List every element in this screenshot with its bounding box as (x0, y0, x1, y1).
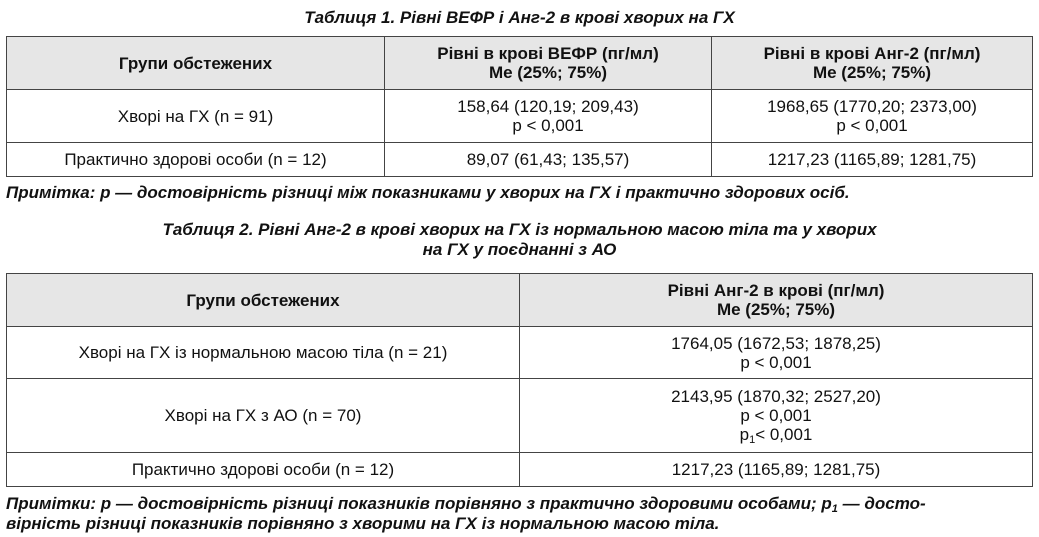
table1-note: Примітка: р — достовірність різниці між показниками у хворих на ГХ і практично здорових осіб. (6, 183, 850, 202)
table2-header-row (7, 274, 1033, 327)
table1 (6, 36, 1033, 177)
value-text: 1764,05 (1672,53; 1878,25) (671, 333, 881, 353)
table1-header-row (7, 37, 1033, 90)
p-value-text: p < 0,001 (740, 352, 812, 372)
value-cell (520, 379, 1033, 453)
note-line: вірність різниці показників порівняно з хворими на ГХ із нормальною масою тіла. (6, 514, 720, 533)
header-subtext: Me (25%; 75%) (812, 63, 932, 82)
group-cell: Практично здорові особи (n = 12) (7, 143, 385, 177)
header-subtext: Me (25%; 75%) (716, 300, 836, 319)
caption-line: Таблиця 2. Рівні Анг-2 в крові хворих на ГХ із нормальною масою тіла та у хворих (162, 220, 877, 239)
header-text: Рівні в крові ВЕФР (пг/мл) (437, 44, 659, 63)
p1-prefix: p (739, 425, 750, 444)
value-text: 2143,95 (1870,32; 2527,20) (671, 387, 881, 406)
group-cell: Практично здорові особи (n = 12) (7, 453, 520, 487)
value-text: 158,64 (120,19; 209,43) (457, 97, 639, 116)
header-text: Групи обстежених (186, 290, 340, 310)
table-row (7, 143, 1033, 177)
note-subscript: 1 (831, 503, 838, 515)
table1-caption: Таблиця 1. Рівні ВЕФР і Анг-2 в крові хворих на ГХ (304, 8, 735, 27)
table2-note (0, 494, 1036, 534)
caption-line: на ГХ у поєднанні з АО (422, 240, 617, 259)
value-cell (712, 90, 1033, 143)
p1-rest: < 0,001 (755, 425, 813, 444)
note-text: Примітки: р — достовірність різниці показників порівняно з практично здоровими особами; р (6, 494, 832, 513)
header-text: Рівні Анг-2 в крові (пг/мл) (667, 281, 885, 300)
header-text: Групи обстежених (118, 53, 273, 73)
note-line (6, 494, 1036, 514)
value-text: 1968,65 (1770,20; 2373,00) (767, 97, 977, 116)
header-subtext: Me (25%; 75%) (488, 63, 608, 82)
p1-subscript: 1 (749, 434, 756, 446)
table1-header-group (7, 37, 385, 90)
table-row (7, 379, 1033, 453)
header-text: Рівні в крові Анг-2 (пг/мл) (763, 44, 981, 63)
table2-header-ang (520, 274, 1033, 327)
table-row (7, 90, 1033, 143)
value-cell: 1217,23 (1165,89; 1281,75) (712, 143, 1033, 177)
group-cell: Хворі на ГХ (n = 91) (7, 90, 385, 143)
table2 (6, 273, 1033, 487)
p-value-text: p < 0,001 (836, 116, 908, 135)
table1-header-vefr (385, 37, 712, 90)
value-cell (385, 90, 712, 143)
table-row (7, 327, 1033, 379)
table2-caption (0, 220, 1039, 260)
note-text: — досто- (837, 494, 926, 513)
table1-header-ang (712, 37, 1033, 90)
group-cell: Хворі на ГХ з АО (n = 70) (7, 379, 520, 453)
p1-value-text (520, 425, 1032, 444)
p-value-text: p < 0,001 (740, 406, 812, 425)
p-value-text: p < 0,001 (512, 116, 584, 135)
group-cell: Хворі на ГХ із нормальною масою тіла (n = 21) (7, 327, 520, 379)
value-cell: 89,07 (61,43; 135,57) (385, 143, 712, 177)
value-cell: 1217,23 (1165,89; 1281,75) (520, 453, 1033, 487)
value-cell (520, 327, 1033, 379)
table-row (7, 453, 1033, 487)
table2-header-group (7, 274, 520, 327)
